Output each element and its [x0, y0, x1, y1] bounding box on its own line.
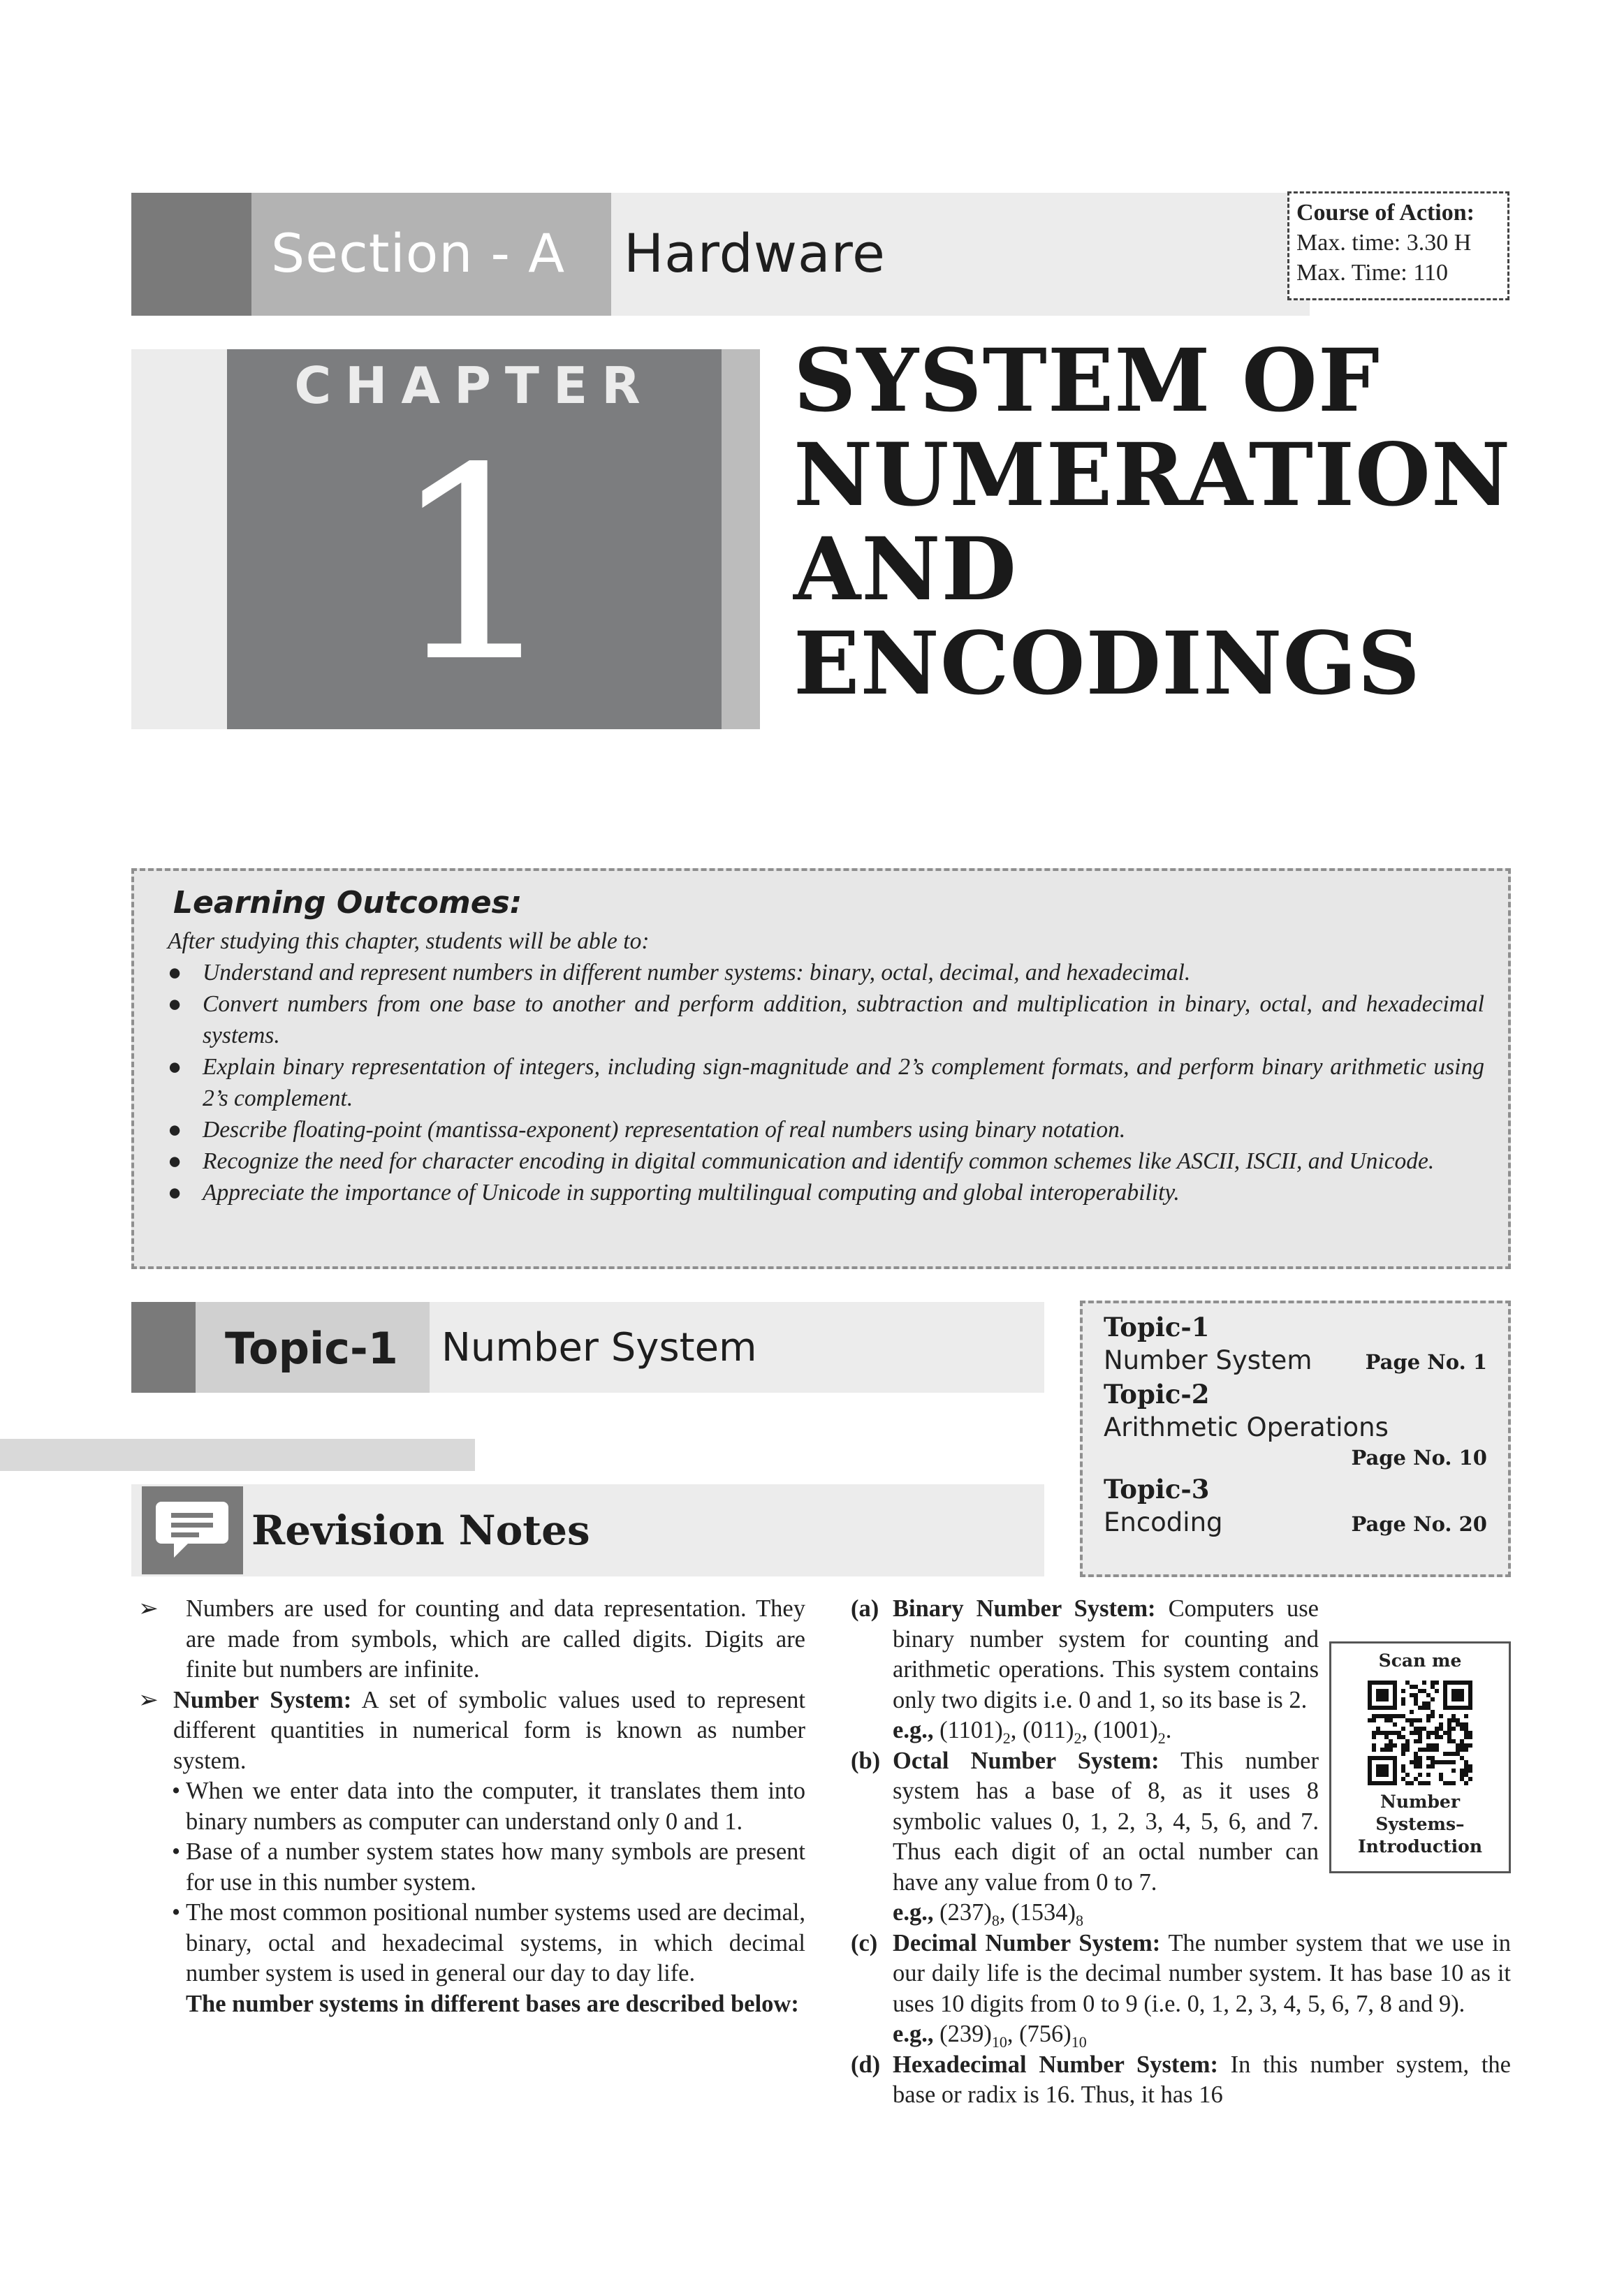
example-base: 8	[991, 1912, 1000, 1929]
arrow-bullet-icon: ➢	[138, 1686, 159, 1713]
toc-topic-name: Number System	[1104, 1345, 1312, 1375]
sub-bullet-item	[131, 1776, 805, 1837]
chapter-title	[793, 330, 1512, 715]
topic-label: Topic-1	[225, 1323, 398, 1374]
item-label: (a)	[851, 1595, 879, 1622]
example-base: 10	[991, 2033, 1007, 2051]
example-number: (239)	[939, 2021, 992, 2047]
item-term: Binary Number System:	[893, 1595, 1156, 1622]
example-number: (1101)	[939, 1717, 1003, 1743]
outcome-item	[168, 1177, 1484, 1208]
example-base: 2	[1074, 1729, 1082, 1747]
notes-icon	[142, 1486, 243, 1574]
toc-topic-name: Encoding	[1104, 1507, 1223, 1537]
chapter-title-line: NUMERATION	[793, 425, 1512, 526]
outcome-text: Recognize the need for character encoding in digital communication and identify common schemes like ASCII, ISCII, and Unicode.	[203, 1148, 1435, 1174]
sub-bullet-text: The most common positional number systems used are decimal, binary, octal and hexadecimal systems, in which decimal number system is used in general our day to day life.	[186, 1899, 805, 1986]
qr-caption-line: Introduction	[1357, 1836, 1483, 1857]
outcome-text: Appreciate the importance of Unicode in supporting multilingual computing and global interoperability.	[203, 1180, 1180, 1206]
sub-bullet-text: Base of a number system states how many symbols are present for use in this number system.	[186, 1838, 805, 1896]
bullet-icon: ●	[168, 1148, 182, 1174]
chapter-side-strip	[722, 349, 760, 729]
course-of-action-box	[1287, 191, 1509, 300]
example-label: e.g.,	[893, 1717, 934, 1743]
item-term: Hexadecimal Number System:	[893, 2051, 1218, 2078]
outcome-text: Describe floating-point (mantissa-exponent) representation of real numbers using binary notation.	[203, 1117, 1126, 1143]
bullet-icon: ●	[168, 1117, 182, 1143]
example-values: $(1101)_2$, $(011)_2$, $(1001)_2$.	[939, 1717, 1172, 1747]
note-term: Number System:	[173, 1686, 352, 1713]
qr-caption	[1331, 1791, 1509, 1858]
item-term: Decimal Number System:	[893, 1929, 1161, 1956]
outcome-text: Convert numbers from one base to another and perform addition, subtraction and multiplication in binary, octal, and hexadecimal systems.	[203, 991, 1484, 1048]
example-label: e.g.,	[893, 2021, 934, 2047]
course-heading: Course of Action:	[1296, 200, 1475, 226]
bullet-icon: •	[172, 1838, 181, 1865]
topic-name: Number System	[441, 1325, 757, 1370]
toc-topic: Topic-1	[1104, 1312, 1210, 1342]
toc-entry	[1104, 1344, 1487, 1377]
item-text: Computers use binary number system for counting and arithmetic operations. This system contains only two digits i.e. 0 and 1, so its base is 2.	[893, 1595, 1319, 1713]
note-item	[131, 1685, 805, 1777]
learning-outcomes-box	[131, 868, 1511, 1269]
item-text: This number system has a base of 8, as it uses 8 symbolic values 0, 1, 2, 3, 4, 5, 6, and 7. Thus each digit of an octal number can have any value from 0 to 7.	[893, 1747, 1319, 1896]
sub-bullet-item	[131, 1898, 805, 1989]
qr-caption-line: Number	[1380, 1792, 1461, 1812]
arrow-bullet-icon: ➢	[138, 1595, 159, 1622]
toc-page-number: Page No. 10	[1351, 1446, 1487, 1470]
item-text: In this number system, the base or radix is 16. Thus, it has 16	[893, 2051, 1511, 2108]
example-base: 10	[1071, 2033, 1087, 2051]
course-max-marks: Max. Time: 110	[1296, 260, 1448, 286]
bullet-icon: ●	[168, 1054, 182, 1080]
example-base: 2	[1157, 1729, 1166, 1747]
bullet-icon: ●	[168, 960, 182, 986]
sub-bullet-item	[131, 1837, 805, 1898]
toc-topic: Topic-3	[1104, 1474, 1210, 1505]
chapter-title-line: AND	[793, 519, 1018, 620]
outcome-item	[168, 1051, 1484, 1114]
topics-index-box	[1080, 1301, 1511, 1577]
outcome-item	[168, 1145, 1484, 1177]
example-number: (1534)	[1011, 1899, 1076, 1926]
item-term: Octal Number System:	[893, 1747, 1160, 1774]
closing-text: The number systems in different bases are described below:	[186, 1990, 799, 2017]
number-system-item	[851, 1928, 1511, 2050]
note-item	[131, 1594, 805, 1685]
bullet-icon: ●	[168, 991, 182, 1017]
item-label: (b)	[851, 1747, 881, 1774]
section-subject: Hardware	[624, 222, 886, 284]
outcome-text: Explain binary representation of integers, including sign-magnitude and 2’s complement formats, and perform binary arithmetic using 2’s complement.	[203, 1054, 1484, 1111]
learning-outcomes-heading: Learning Outcomes:	[173, 885, 522, 921]
toc-topic-name: Arithmetic Operations	[1104, 1412, 1389, 1442]
outcome-item	[168, 957, 1484, 988]
toc-entry	[1104, 1506, 1487, 1539]
outcome-item	[168, 1114, 1484, 1145]
toc-page-number: Page No. 20	[1351, 1512, 1487, 1536]
outcome-item	[168, 988, 1484, 1051]
outcome-text: Understand and represent numbers in different number systems: binary, octal, decimal, and hexadecimal.	[203, 960, 1191, 986]
qr-code-box[interactable]	[1329, 1641, 1511, 1873]
bullet-icon: •	[172, 1899, 181, 1926]
revision-notes-title: Revision Notes	[251, 1507, 590, 1554]
chapter-title-line: SYSTEM OF	[793, 330, 1380, 432]
sub-bullet-text: When we enter data into the computer, it translates them into binary numbers as computer can understand only 0 and 1.	[186, 1778, 805, 1835]
qr-code-icon[interactable]	[1368, 1681, 1472, 1785]
section-bar-dark	[131, 193, 251, 316]
note-text: Numbers are used for counting and data representation. They are made from symbols, which are called digits. Digits are finite but numbers are infinite.	[186, 1595, 805, 1683]
topic-bar-dark	[131, 1302, 196, 1393]
toc-topic: Topic-2	[1104, 1379, 1210, 1410]
bullet-icon: ●	[168, 1180, 182, 1206]
chapter-title-line: ENCODINGS	[793, 613, 1421, 715]
item-text: The number system that we use in our daily life is the decimal number system. It has base 10 as it uses 10 digits from 0 to 9 (i.e. 0, 1, 2, 3, 4, 5, 6, 7, 8 and 9).	[893, 1929, 1511, 2017]
note-text: A set of symbolic values used to represent different quantities in numerical form is known as number system.	[173, 1686, 805, 1774]
number-system-item	[851, 2050, 1511, 2111]
section-label: Section - A	[271, 222, 566, 284]
left-column	[131, 1594, 805, 2019]
example-label: e.g.,	[893, 1899, 934, 1926]
chapter-number: 1	[390, 411, 559, 720]
closing-line	[131, 1989, 805, 2020]
qr-caption-line: Systems–	[1375, 1814, 1465, 1834]
example-number: (237)	[939, 1899, 992, 1926]
example-line: e.g., $(239)_{10}$, $(756)_{10}$	[893, 2021, 1087, 2051]
example-base: 8	[1076, 1912, 1084, 1929]
example-number: (011)	[1023, 1717, 1074, 1743]
example-number: (1001)	[1093, 1717, 1158, 1743]
toc-entry	[1104, 1411, 1487, 1444]
chapter-word: CHAPTER	[294, 356, 654, 415]
qr-scan-label: Scan me	[1378, 1650, 1462, 1671]
example-line: e.g., $(237)_8$, $(1534)_8$	[893, 1899, 1084, 1929]
item-label: (c)	[851, 1929, 878, 1956]
course-max-time: Max. time: 3.30 H	[1296, 230, 1472, 256]
decorative-strip	[0, 1439, 475, 1471]
learning-outcomes-intro: After studying this chapter, students will be able to:	[168, 928, 650, 954]
item-label: (d)	[851, 2051, 881, 2078]
example-base: 2	[1002, 1729, 1011, 1747]
bullet-icon: •	[172, 1778, 181, 1804]
example-number: (756)	[1019, 2021, 1071, 2047]
toc-page-number: Page No. 1	[1365, 1350, 1487, 1374]
toc-entry-page	[1104, 1444, 1487, 1470]
